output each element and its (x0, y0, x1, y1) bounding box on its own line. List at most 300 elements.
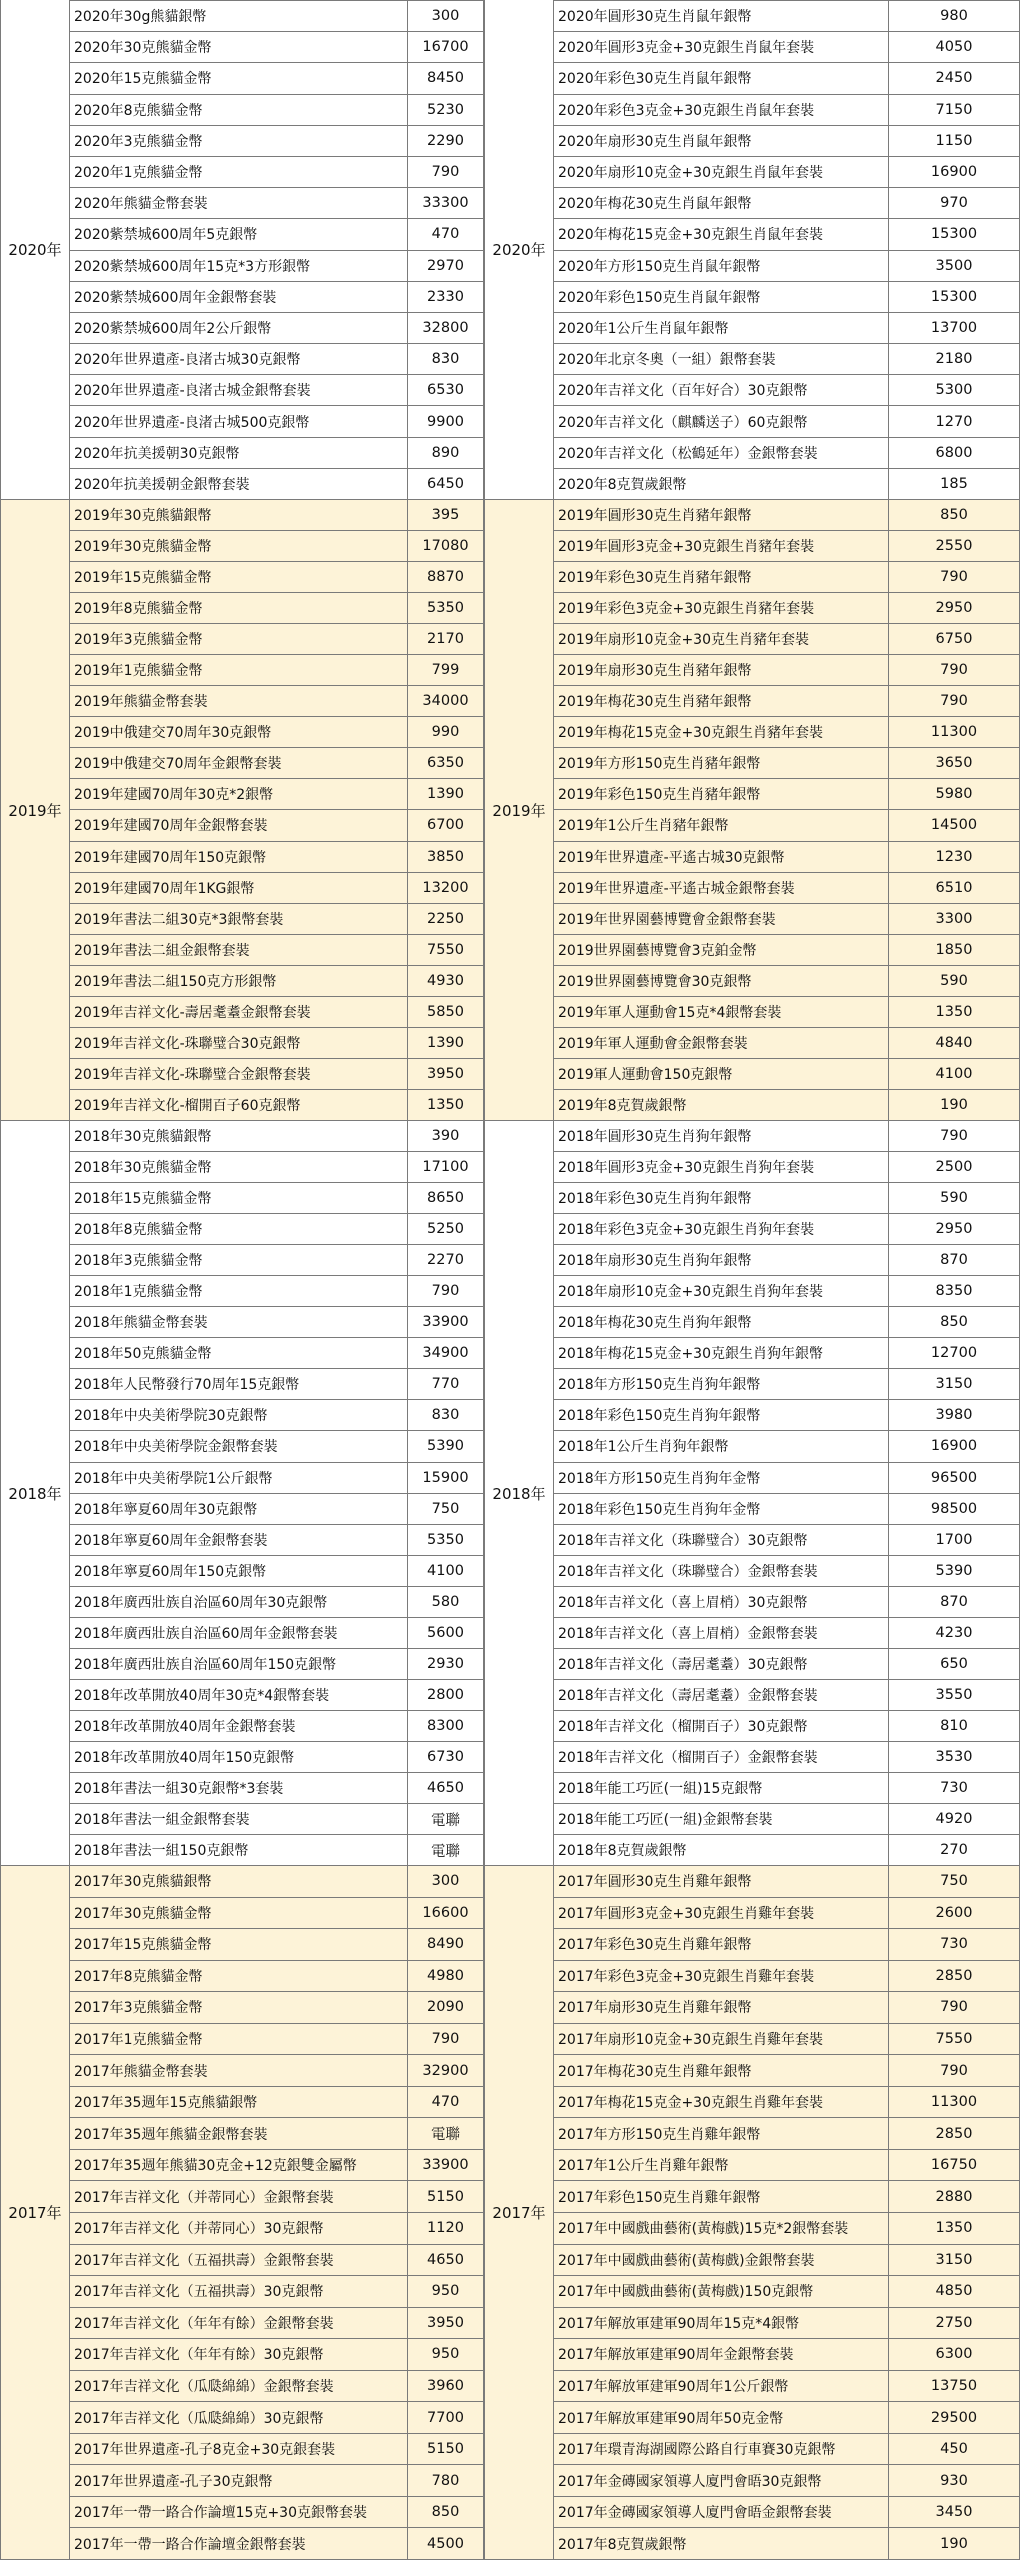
table-row (554, 1525, 1020, 1556)
coin-name-cell: 2019年1克熊貓金幣 (70, 655, 408, 685)
price-cell: 870 (889, 1587, 1020, 1617)
coin-name-cell: 2020年抗美援朝金銀幣套裝 (70, 469, 408, 499)
table-row (554, 0, 1020, 32)
price-cell: 790 (889, 1992, 1020, 2023)
price-cell: 1120 (408, 2213, 484, 2244)
price-cell: 98500 (889, 1494, 1020, 1524)
coin-name-cell: 2019年吉祥文化-壽居耄耋金銀幣套裝 (70, 997, 408, 1027)
table-row (554, 1059, 1020, 1090)
coin-name-cell: 2019年書法二組150克方形銀幣 (70, 966, 408, 996)
table-row (554, 966, 1020, 997)
table-row (70, 2465, 484, 2497)
table-row (70, 1183, 484, 1214)
coin-name-cell: 2018年寧夏60周年150克銀幣 (70, 1556, 408, 1586)
coin-name-cell: 2019年彩色150克生肖豬年銀幣 (554, 779, 889, 809)
price-cell: 580 (408, 1587, 484, 1617)
coin-name-cell: 2018年彩色150克生肖狗年金幣 (554, 1494, 889, 1524)
price-cell: 2930 (408, 1649, 484, 1679)
table-row (70, 1307, 484, 1338)
price-cell: 1700 (889, 1525, 1020, 1555)
coin-name-cell: 2019中俄建交70周年30克銀幣 (70, 717, 408, 747)
table-row (70, 1369, 484, 1400)
coin-name-cell: 2019年書法二組金銀幣套裝 (70, 935, 408, 965)
coin-name-cell: 2017年梅花15克金+30克銀生肖雞年套裝 (554, 2087, 889, 2118)
table-row (70, 935, 484, 966)
table-row (554, 32, 1020, 63)
price-cell: 1350 (889, 997, 1020, 1027)
price-cell: 5350 (408, 593, 484, 623)
price-cell: 2170 (408, 624, 484, 654)
price-cell: 950 (408, 2339, 484, 2370)
table-row (554, 873, 1020, 904)
price-cell: 810 (889, 1711, 1020, 1741)
coin-name-cell: 2017年解放軍建軍90周年1公斤銀幣 (554, 2371, 889, 2402)
coin-name-cell: 2017年彩色30克生肖雞年銀幣 (554, 1929, 889, 1960)
table-row (70, 1961, 484, 1993)
coin-name-cell: 2019年梅花15克金+30克銀生肖豬年套裝 (554, 717, 889, 747)
table-row (554, 2087, 1020, 2119)
coin-name-cell: 2018年改革開放40周年150克銀幣 (70, 1742, 408, 1772)
price-cell: 3980 (889, 1400, 1020, 1430)
table-row (554, 251, 1020, 282)
table-row (70, 655, 484, 686)
price-cell: 電聯 (408, 1835, 484, 1865)
price-cell: 11300 (889, 717, 1020, 747)
coin-name-cell: 2019年書法二組30克*3銀幣套裝 (70, 904, 408, 934)
price-cell: 電聯 (408, 1804, 484, 1834)
price-cell: 780 (408, 2465, 484, 2496)
price-cell: 1230 (889, 842, 1020, 872)
coin-name-cell: 2017年中國戲曲藝術(黃梅戲)金銀幣套裝 (554, 2245, 889, 2276)
price-cell: 850 (408, 2497, 484, 2528)
table-row (70, 842, 484, 873)
coin-name-cell: 2018年吉祥文化（壽居耄耋）30克銀幣 (554, 1649, 889, 1679)
coin-name-cell: 2019年熊貓金幣套裝 (70, 686, 408, 716)
table-row (70, 1214, 484, 1245)
table-row (70, 593, 484, 624)
price-cell: 15300 (889, 282, 1020, 312)
price-cell: 5390 (889, 1556, 1020, 1586)
coin-name-cell: 2018年30克熊貓銀幣 (70, 1121, 408, 1151)
price-cell: 8300 (408, 1711, 484, 1741)
table-row (554, 624, 1020, 655)
coin-name-cell: 2017年1克熊貓金幣 (70, 2024, 408, 2055)
right-column (554, 1121, 1020, 1866)
table-row (554, 1307, 1020, 1338)
price-cell: 4930 (408, 966, 484, 996)
coin-name-cell: 2019年3克熊貓金幣 (70, 624, 408, 654)
price-cell: 7550 (889, 2024, 1020, 2055)
table-row (554, 748, 1020, 779)
price-cell: 790 (889, 686, 1020, 716)
price-cell: 8450 (408, 63, 484, 93)
table-row (554, 1742, 1020, 1773)
table-row (70, 126, 484, 157)
coin-name-cell: 2018年書法一組金銀幣套裝 (70, 1804, 408, 1834)
coin-name-cell: 2017年圓形30克生肖雞年銀幣 (554, 1866, 889, 1897)
price-cell: 790 (408, 1276, 484, 1306)
coin-name-cell: 2020年世界遺產-良渚古城金銀幣套裝 (70, 375, 408, 405)
coin-name-cell: 2020年8克熊貓金幣 (70, 95, 408, 125)
table-row (70, 1992, 484, 2024)
coin-name-cell: 2019中俄建交70周年金銀幣套裝 (70, 748, 408, 778)
coin-name-cell: 2018年8克熊貓金幣 (70, 1214, 408, 1244)
coin-name-cell: 2018年彩色30克生肖狗年銀幣 (554, 1183, 889, 1213)
coin-name-cell: 2018年吉祥文化（榴開百子）金銀幣套裝 (554, 1742, 889, 1772)
price-cell: 5850 (408, 997, 484, 1027)
coin-name-cell: 2019年軍人運動會金銀幣套裝 (554, 1028, 889, 1058)
coin-name-cell: 2017年8克賀歲銀幣 (554, 2528, 889, 2559)
coin-name-cell: 2019年30克熊貓銀幣 (70, 500, 408, 530)
price-cell: 270 (889, 1835, 1020, 1865)
price-cell: 190 (889, 1090, 1020, 1120)
table-row (554, 842, 1020, 873)
coin-name-cell: 2020年熊貓金幣套裝 (70, 188, 408, 218)
table-row (70, 1649, 484, 1680)
table-row (70, 95, 484, 126)
table-row (70, 1276, 484, 1307)
table-row (70, 344, 484, 375)
table-row (554, 1618, 1020, 1649)
price-cell: 6750 (889, 624, 1020, 654)
coin-name-cell: 2019年方形150克生肖豬年銀幣 (554, 748, 889, 778)
coin-name-cell: 2018年15克熊貓金幣 (70, 1183, 408, 1213)
price-cell: 6530 (408, 375, 484, 405)
table-row (554, 157, 1020, 188)
table-row (554, 438, 1020, 469)
price-cell: 29500 (889, 2402, 1020, 2433)
coin-name-cell: 2018年吉祥文化（喜上眉梢）30克銀幣 (554, 1587, 889, 1617)
price-cell: 2500 (889, 1152, 1020, 1182)
coin-name-cell: 2019年建國70周年30克*2銀幣 (70, 779, 408, 809)
coin-name-cell: 2019年軍人運動會15克*4銀幣套裝 (554, 997, 889, 1027)
table-row (70, 1090, 484, 1121)
price-cell: 730 (889, 1929, 1020, 1960)
table-row (70, 1152, 484, 1183)
table-row (554, 810, 1020, 841)
table-row (70, 2339, 484, 2371)
table-row (70, 282, 484, 313)
coin-name-cell: 2020紫禁城600周年2公斤銀幣 (70, 313, 408, 343)
coin-name-cell: 2017年吉祥文化（瓜瓞綿綿）30克銀幣 (70, 2402, 408, 2433)
coin-name-cell: 2020年吉祥文化（百年好合）30克銀幣 (554, 375, 889, 405)
price-cell: 8650 (408, 1183, 484, 1213)
price-cell: 3530 (889, 1742, 1020, 1772)
coin-name-cell: 2017年一帶一路合作論壇15克+30克銀幣套裝 (70, 2497, 408, 2528)
table-row (70, 717, 484, 748)
coin-name-cell: 2020紫禁城600周年15克*3方形銀幣 (70, 251, 408, 281)
coin-name-cell: 2019年世界遺產-平遙古城金銀幣套裝 (554, 873, 889, 903)
price-cell: 34900 (408, 1338, 484, 1368)
price-cell: 6450 (408, 469, 484, 499)
price-cell: 6800 (889, 438, 1020, 468)
table-row (554, 63, 1020, 94)
price-cell: 2550 (889, 531, 1020, 561)
coin-name-cell: 2019年8克熊貓金幣 (70, 593, 408, 623)
coin-name-cell: 2017年金磚國家領導人廈門會晤30克銀幣 (554, 2465, 889, 2496)
price-cell: 6300 (889, 2339, 1020, 2370)
table-row (70, 779, 484, 810)
table-row (554, 1556, 1020, 1587)
price-cell: 470 (408, 219, 484, 249)
price-cell: 4050 (889, 32, 1020, 62)
coin-name-cell: 2018年吉祥文化（珠聯璧合）金銀幣套裝 (554, 1556, 889, 1586)
coin-name-cell: 2019年世界園藝博覽會金銀幣套裝 (554, 904, 889, 934)
coin-name-cell: 2018年中央美術學院金銀幣套裝 (70, 1431, 408, 1461)
price-cell: 8490 (408, 1929, 484, 1960)
table-row (70, 63, 484, 94)
coin-name-cell: 2019年建國70周年金銀幣套裝 (70, 810, 408, 840)
coin-name-cell: 2017年吉祥文化（年年有餘）金銀幣套裝 (70, 2308, 408, 2339)
price-cell: 11300 (889, 2087, 1020, 2118)
table-row (70, 2213, 484, 2245)
table-row (554, 2465, 1020, 2497)
table-row (554, 95, 1020, 126)
table-row (70, 2371, 484, 2403)
table-row (554, 904, 1020, 935)
price-cell: 770 (408, 1369, 484, 1399)
coin-name-cell: 2019世界園藝博覽會30克銀幣 (554, 966, 889, 996)
price-cell: 2850 (889, 1961, 1020, 1992)
price-cell: 930 (889, 2465, 1020, 2496)
table-row (554, 1992, 1020, 2024)
table-row (70, 1898, 484, 1930)
price-cell: 3300 (889, 904, 1020, 934)
table-row (554, 2308, 1020, 2340)
table-row (554, 2245, 1020, 2277)
coin-name-cell: 2018年寧夏60周年30克銀幣 (70, 1494, 408, 1524)
table-row (554, 500, 1020, 531)
coin-name-cell: 2020年北京冬奧（一組）銀幣套裝 (554, 344, 889, 374)
price-cell: 4100 (408, 1556, 484, 1586)
coin-name-cell: 2020年圓形3克金+30克銀生肖鼠年套裝 (554, 32, 889, 62)
price-cell: 13750 (889, 2371, 1020, 2402)
coin-name-cell: 2019年1公斤生肖豬年銀幣 (554, 810, 889, 840)
table-row (554, 1587, 1020, 1618)
coin-name-cell: 2018年吉祥文化（喜上眉梢）金銀幣套裝 (554, 1618, 889, 1648)
table-row (554, 2434, 1020, 2466)
coin-name-cell: 2020年梅花30克生肖鼠年銀幣 (554, 188, 889, 218)
coin-name-cell: 2019年彩色30克生肖豬年銀幣 (554, 562, 889, 592)
price-cell: 4840 (889, 1028, 1020, 1058)
coin-name-cell: 2018年人民幣發行70周年15克銀幣 (70, 1369, 408, 1399)
price-cell: 17100 (408, 1152, 484, 1182)
table-row (70, 157, 484, 188)
price-cell: 3960 (408, 2371, 484, 2402)
table-row (554, 1183, 1020, 1214)
coin-name-cell: 2018年廣西壯族自治區60周年30克銀幣 (70, 1587, 408, 1617)
price-cell: 1270 (889, 406, 1020, 436)
coin-name-cell: 2019年梅花30克生肖豬年銀幣 (554, 686, 889, 716)
price-cell: 3950 (408, 1059, 484, 1089)
table-row (554, 779, 1020, 810)
price-cell: 1150 (889, 126, 1020, 156)
price-cell: 3650 (889, 748, 1020, 778)
price-cell: 190 (889, 2528, 1020, 2559)
table-row (70, 1556, 484, 1587)
price-cell: 33900 (408, 1307, 484, 1337)
table-row (70, 1618, 484, 1649)
table-row (554, 1929, 1020, 1961)
table-row (70, 1059, 484, 1090)
year-label: 2020年 (484, 0, 554, 500)
table-row (554, 1835, 1020, 1866)
price-cell: 970 (889, 188, 1020, 218)
coin-name-cell: 2019軍人運動會150克銀幣 (554, 1059, 889, 1089)
price-cell: 1850 (889, 935, 1020, 965)
coin-name-cell: 2019年15克熊貓金幣 (70, 562, 408, 592)
coin-name-cell: 2017年吉祥文化（年年有餘）30克銀幣 (70, 2339, 408, 2370)
price-cell: 790 (889, 1121, 1020, 1151)
table-row (554, 1338, 1020, 1369)
price-cell: 2180 (889, 344, 1020, 374)
price-cell: 390 (408, 1121, 484, 1151)
price-cell: 5300 (889, 375, 1020, 405)
coin-name-cell: 2018年廣西壯族自治區60周年150克銀幣 (70, 1649, 408, 1679)
coin-name-cell: 2018年圓形3克金+30克銀生肖狗年套裝 (554, 1152, 889, 1182)
price-cell: 6510 (889, 873, 1020, 903)
price-cell: 32800 (408, 313, 484, 343)
coin-name-cell: 2018年30克熊貓金幣 (70, 1152, 408, 1182)
coin-name-cell: 2017年8克熊貓金幣 (70, 1961, 408, 1992)
table-row (70, 2308, 484, 2340)
price-cell: 8870 (408, 562, 484, 592)
left-column (70, 1121, 484, 1866)
price-cell: 790 (408, 157, 484, 187)
coin-name-cell: 2020年30g熊貓銀幣 (70, 1, 408, 31)
price-cell: 7550 (408, 935, 484, 965)
coin-name-cell: 2020紫禁城600周年金銀幣套裝 (70, 282, 408, 312)
coin-name-cell: 2017年35週年15克熊貓銀幣 (70, 2087, 408, 2118)
table-row (70, 2055, 484, 2087)
coin-name-cell: 2018年梅花15克金+30克銀生肖狗年銀幣 (554, 1338, 889, 1368)
coin-name-cell: 2019年世界遺產-平遙古城30克銀幣 (554, 842, 889, 872)
table-row (70, 406, 484, 437)
coin-name-cell: 2018年書法一組30克銀幣*3套裝 (70, 1773, 408, 1803)
table-row (554, 593, 1020, 624)
table-row (554, 2371, 1020, 2403)
coin-name-cell: 2017年環青海湖國際公路自行車賽30克銀幣 (554, 2434, 889, 2465)
price-cell: 790 (889, 562, 1020, 592)
price-cell: 6350 (408, 748, 484, 778)
table-row (554, 1400, 1020, 1431)
coin-name-cell: 2018年3克熊貓金幣 (70, 1245, 408, 1275)
coin-name-cell: 2018年扇形30克生肖狗年銀幣 (554, 1245, 889, 1275)
coin-name-cell: 2020年彩色3克金+30克銀生肖鼠年套裝 (554, 95, 889, 125)
price-cell: 9900 (408, 406, 484, 436)
table-row (70, 1587, 484, 1618)
table-row (70, 2434, 484, 2466)
price-cell: 790 (889, 2055, 1020, 2086)
year-label: 2019年 (0, 500, 70, 1121)
price-cell: 33300 (408, 188, 484, 218)
year-label: 2018年 (0, 1121, 70, 1866)
coin-name-cell: 2017年中國戲曲藝術(黃梅戲)15克*2銀幣套裝 (554, 2213, 889, 2244)
coin-name-cell: 2017年30克熊貓金幣 (70, 1898, 408, 1929)
coin-name-cell: 2019年建國70周年150克銀幣 (70, 842, 408, 872)
price-cell: 5150 (408, 2434, 484, 2465)
price-cell: 750 (408, 1494, 484, 1524)
table-row (70, 966, 484, 997)
coin-name-cell: 2020年世界遺產-良渚古城500克銀幣 (70, 406, 408, 436)
coin-name-cell: 2019年吉祥文化-榴開百子60克銀幣 (70, 1090, 408, 1120)
table-row (554, 2118, 1020, 2150)
year-section-2020 (0, 0, 1020, 500)
price-cell: 890 (408, 438, 484, 468)
price-cell: 3450 (889, 2497, 1020, 2528)
table-row (70, 2087, 484, 2119)
table-row (70, 1494, 484, 1525)
price-cell: 電聯 (408, 2118, 484, 2149)
coin-name-cell: 2017年扇形10克金+30克銀生肖雞年套裝 (554, 2024, 889, 2055)
year-label: 2017年 (0, 1866, 70, 2560)
right-column (554, 500, 1020, 1121)
table-row (554, 1649, 1020, 1680)
price-cell: 2290 (408, 126, 484, 156)
table-row (554, 655, 1020, 686)
price-cell: 14500 (889, 810, 1020, 840)
coin-name-cell: 2018年50克熊貓金幣 (70, 1338, 408, 1368)
coin-name-cell: 2017年35週年熊貓30克金+12克銀雙金屬幣 (70, 2150, 408, 2181)
price-cell: 13700 (889, 313, 1020, 343)
table-row (554, 188, 1020, 219)
table-row (70, 500, 484, 531)
coin-name-cell: 2017年解放軍建軍90周年50克金幣 (554, 2402, 889, 2433)
coin-name-cell: 2020年圓形30克生肖鼠年銀幣 (554, 1, 889, 31)
coin-name-cell: 2020年15克熊貓金幣 (70, 63, 408, 93)
coin-name-cell: 2017年一帶一路合作論壇金銀幣套裝 (70, 2528, 408, 2559)
table-row (70, 1711, 484, 1742)
price-cell: 3850 (408, 842, 484, 872)
coin-name-cell: 2020年3克熊貓金幣 (70, 126, 408, 156)
coin-name-cell: 2018年廣西壯族自治區60周年金銀幣套裝 (70, 1618, 408, 1648)
coin-name-cell: 2017年吉祥文化（并蒂同心）30克銀幣 (70, 2213, 408, 2244)
table-row (70, 0, 484, 32)
coin-name-cell: 2017年3克熊貓金幣 (70, 1992, 408, 2023)
price-cell: 470 (408, 2087, 484, 2118)
table-row (554, 2055, 1020, 2087)
table-row (554, 1680, 1020, 1711)
coin-name-cell: 2017年彩色3克金+30克銀生肖雞年套裝 (554, 1961, 889, 1992)
coin-name-cell: 2019年吉祥文化-珠聯璧合金銀幣套裝 (70, 1059, 408, 1089)
table-row (554, 1961, 1020, 1993)
table-row (70, 562, 484, 593)
table-row (554, 1494, 1020, 1525)
price-cell: 3150 (889, 2245, 1020, 2276)
coin-name-cell: 2018年中央美術學院1公斤銀幣 (70, 1463, 408, 1493)
table-row (554, 1245, 1020, 1276)
price-cell: 17080 (408, 531, 484, 561)
price-cell: 5150 (408, 2181, 484, 2212)
table-row (70, 1929, 484, 1961)
price-cell: 2880 (889, 2181, 1020, 2212)
coin-name-cell: 2017年圓形3克金+30克銀生肖雞年套裝 (554, 1898, 889, 1929)
price-cell: 32900 (408, 2055, 484, 2086)
coin-name-cell: 2019年8克賀歲銀幣 (554, 1090, 889, 1120)
price-cell: 185 (889, 469, 1020, 499)
price-cell: 5230 (408, 95, 484, 125)
coin-name-cell: 2017年熊貓金幣套裝 (70, 2055, 408, 2086)
price-cell: 6700 (408, 810, 484, 840)
table-row (554, 2024, 1020, 2056)
coin-name-cell: 2019年圓形3克金+30克銀生肖豬年套裝 (554, 531, 889, 561)
table-row (70, 1773, 484, 1804)
table-row (554, 126, 1020, 157)
table-row (554, 997, 1020, 1028)
table-row (70, 188, 484, 219)
table-row (70, 810, 484, 841)
table-row (70, 1866, 484, 1898)
